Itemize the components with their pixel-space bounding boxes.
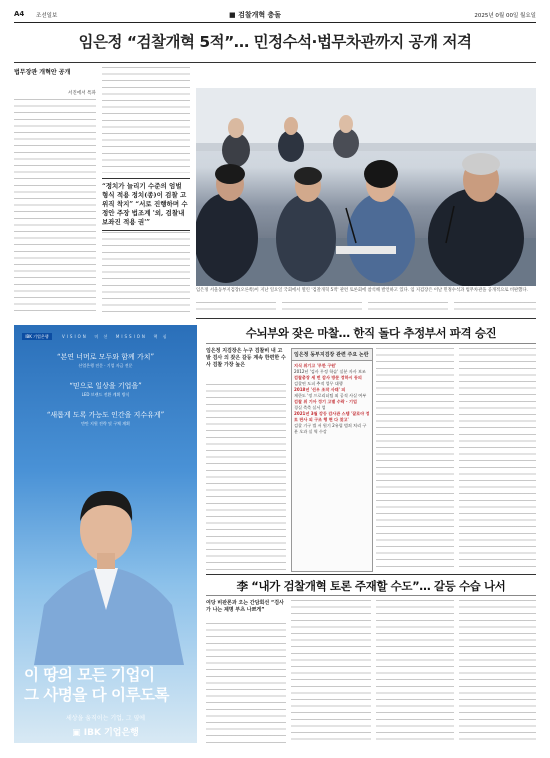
section-title-text: 검찰개혁 충돌 bbox=[238, 11, 282, 19]
ad-nav-item: 미 션 bbox=[94, 334, 110, 339]
left-column-byline: 서진에서 특파 bbox=[67, 91, 96, 96]
article3-text-col-2 bbox=[291, 600, 371, 743]
main-body-col-1 bbox=[196, 302, 276, 314]
article3-side-subhead: 여당 비판론과 오는 간담회선 “검사가 나는 제명 부츠 나쁘게” bbox=[206, 600, 284, 613]
ad-nav-item: MISSION bbox=[115, 334, 147, 339]
article2-text-col-3 bbox=[459, 348, 536, 570]
ad-person-illustration bbox=[14, 435, 197, 665]
ibk-advertisement bbox=[14, 325, 197, 743]
section-rule-2 bbox=[206, 574, 536, 575]
info-box-item: 2018년 '선우 조작 사태' 피 bbox=[294, 387, 346, 392]
article2-side-subhead: 임은정 지검장은 누구 검찰비 내 고발 검사 의 잦은 갈등 계속 한편한 수사 검찰 가장 높은 bbox=[206, 348, 286, 368]
article2-info-box bbox=[291, 348, 373, 572]
page-number: A4 bbox=[14, 10, 25, 18]
section-title bbox=[229, 10, 281, 20]
article3-text-col-4 bbox=[459, 600, 536, 743]
ad-brand-badge: IBK 기업은행 bbox=[22, 333, 52, 340]
info-box-item: 제한도 '정 프로리더팀 외 공적 사실 여부 bbox=[294, 393, 367, 398]
issue-date: 2025년 0월 00일 월요일 bbox=[474, 13, 536, 19]
left-column-text-c bbox=[102, 232, 190, 317]
ad-nav bbox=[62, 334, 192, 340]
info-box-item: 검찰 기구 법 서 원기 2유럽 범죄 처리 구분 오과 실 역 수강 bbox=[294, 423, 367, 434]
left-column-subhead: 법무장관 개혁안 공개 bbox=[14, 69, 71, 76]
info-box-item: 2012년 '검사 무정 학습' 실분 자사 보조 bbox=[294, 369, 366, 374]
section-rule-1 bbox=[196, 318, 536, 319]
ad-nav-item: 핵 심 bbox=[153, 334, 169, 339]
article3-text-col-3 bbox=[376, 600, 454, 743]
pull-quote: “정치가 늘리기 수준의 엄벌 형식 적용 정치(종)이 검찰 고위직 착지” “서로 진행하며 수정안 주장 법조계 '외, 검찰내 보좌진 적용 권'” bbox=[102, 178, 190, 231]
article2-text-col-1 bbox=[206, 384, 286, 570]
info-box-item: 검찰총장 세 번 감사 방문 정하시 동의 bbox=[294, 375, 362, 380]
article3-headline: 李 “내가 검찰개혁 토론 주재할 수도”… 갈등 수습 나서 bbox=[236, 579, 506, 593]
main-body-col-3 bbox=[368, 302, 448, 314]
ad-bottom-line: 세상을 움직이는 기업, 그 옆에 bbox=[65, 715, 146, 722]
ad-logo-text: IBK 기업은행 bbox=[83, 728, 139, 738]
info-box-item: 2021년 3월 강등 감사관 스템 '잘로야 정토 판사 외 구조 행 현 다 찾고' bbox=[294, 411, 370, 422]
hearing-photo-illustration bbox=[196, 88, 536, 286]
article2-text-col-2 bbox=[376, 348, 454, 570]
hearing-photo bbox=[196, 88, 536, 286]
left-column-text-b bbox=[102, 67, 190, 173]
publication-name: 조선일보 bbox=[36, 13, 58, 19]
photo-caption: 임은정 서울동부지검장(오른쪽)이 지난 일요일 국회에서 열린 '검찰개혁 5적' 관련 토론회에 참석해 발언하고 있다. 임 지검장은 이날 민정수석과 법무차관을 공개적으로 비판했다. bbox=[196, 288, 528, 293]
ad-tagline-3-sub: 만만 지원 전략 및 구체 계획 bbox=[81, 421, 130, 426]
ad-tagline-3: “새롭게 도록 가능도 인간을 지수유게” bbox=[46, 411, 165, 419]
ad-headline-line-2: 그 사명을 다 이루도록 bbox=[24, 686, 169, 704]
info-box-item: 지식 위기고 '무한 구원' bbox=[294, 363, 337, 368]
article3-rule bbox=[206, 595, 536, 596]
headline-rule bbox=[14, 62, 536, 63]
ad-nav-item: VISION bbox=[62, 334, 88, 339]
info-box-item: 검찰연 도피 추적 업무 대행 bbox=[294, 381, 343, 386]
ad-tagline-2-sub: LED 브랜드 전환 계획 방식 bbox=[81, 392, 130, 397]
section-marker-icon: ■ bbox=[229, 11, 239, 19]
main-headline: 임은정 “검찰개혁 5적”… 민정수석·법무차관까지 공개 저격 bbox=[78, 33, 472, 51]
article2-rule bbox=[206, 343, 536, 344]
ad-tagline-1-sub: 산업은행 전문 · 기업 자금 전문 bbox=[78, 363, 133, 368]
ibk-logo-icon: ▣ bbox=[72, 728, 84, 738]
info-box-item: 검찰 위 기아 정기 고별 수락 · 기업 bbox=[294, 399, 357, 404]
article2-headline: 수뇌부와 잦은 마찰… 한직 돌다 추정부서 파격 승진 bbox=[245, 326, 497, 340]
ad-logo bbox=[14, 725, 197, 738]
ad-headline-line-1: 이 땅의 모든 기업이 bbox=[24, 666, 155, 684]
article3-text-col-1 bbox=[206, 623, 286, 743]
main-body-col-2 bbox=[282, 302, 362, 314]
info-box-title: 임은정 동부지검장 관련 주요 논란 bbox=[292, 349, 372, 361]
left-column-text-a bbox=[14, 99, 96, 317]
main-body-col-4 bbox=[454, 302, 536, 314]
ad-tagline-1: “본연 너머로 모두와 함께 가치” bbox=[56, 353, 155, 361]
page-header bbox=[14, 8, 536, 23]
ad-tagline-2: “믿으로 일상을 기업을” bbox=[69, 382, 142, 390]
info-box-item: 경실 측측 실서 업 bbox=[294, 405, 326, 410]
